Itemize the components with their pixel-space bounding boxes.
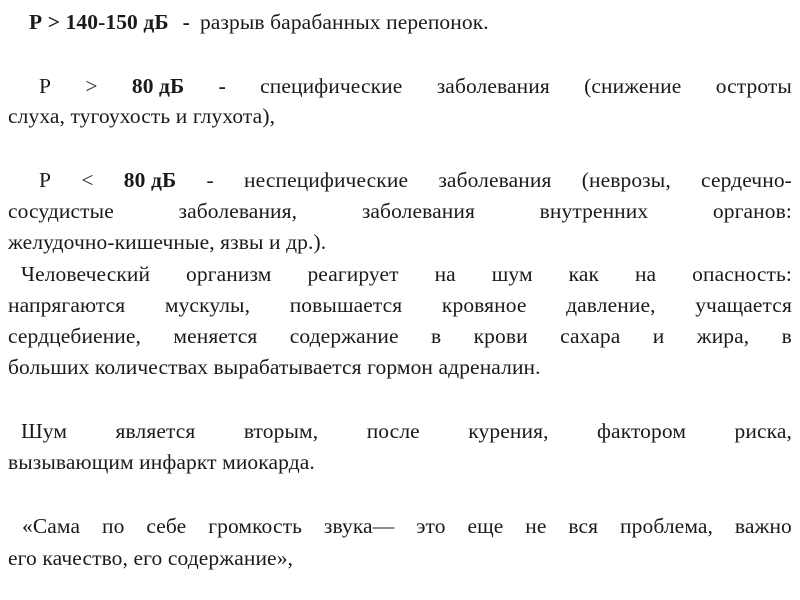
word: на xyxy=(434,262,456,286)
paragraph-3-line-1 xyxy=(39,170,792,192)
word: (снижение xyxy=(584,74,682,98)
word: Человеческий xyxy=(21,262,151,286)
word: заболевания xyxy=(438,168,552,192)
word: заболевания xyxy=(361,199,475,223)
word: неспецифические xyxy=(244,168,409,192)
word: содержание xyxy=(289,324,399,348)
word: после xyxy=(366,419,420,443)
word: напрягаются xyxy=(8,293,126,317)
word: как xyxy=(568,262,600,286)
word: себе xyxy=(146,514,187,538)
word: вторым, xyxy=(243,419,319,443)
paragraph-2-line-2: слуха, тугоухость и глухота), xyxy=(8,104,276,128)
word: > xyxy=(85,74,98,98)
word: повышается xyxy=(289,293,403,317)
word: на xyxy=(634,262,657,286)
word: курения, xyxy=(468,419,549,443)
word: заболевания, xyxy=(178,199,298,223)
word: в xyxy=(781,324,792,348)
paragraph-5-line-2: вызывающим инфаркт миокарда. xyxy=(8,450,315,474)
dash: - xyxy=(206,168,214,192)
paragraph-2-line-1 xyxy=(39,76,792,98)
paragraph-4-line-4: больших количествах вырабатывается гормон адреналин. xyxy=(8,355,541,379)
word: громкость xyxy=(208,514,302,538)
word: «Сама xyxy=(22,514,81,538)
dash: - xyxy=(182,10,190,34)
paragraph-4-line-3 xyxy=(8,326,792,348)
word: Р xyxy=(39,168,52,192)
word: сосудистые xyxy=(8,199,114,223)
word: Р xyxy=(39,74,52,98)
word: сахара xyxy=(560,324,621,348)
word: Шум xyxy=(21,419,68,443)
paragraph-4-line-2 xyxy=(8,295,792,317)
word: важно xyxy=(734,514,792,538)
word: звука— xyxy=(323,514,395,538)
word: < xyxy=(81,168,94,192)
paragraph-3-line-3: желудочно-кишечные, язвы и др.). xyxy=(8,230,327,254)
word: реагирует xyxy=(307,262,399,286)
word: специфические xyxy=(260,74,403,98)
word: внутренних xyxy=(539,199,649,223)
word: риска, xyxy=(734,419,792,443)
word: не xyxy=(525,514,547,538)
word: остроты xyxy=(715,74,792,98)
threshold-80-above: 80 дБ xyxy=(131,74,185,98)
word: в xyxy=(431,324,442,348)
word: является xyxy=(115,419,196,443)
paragraph-6-line-2: его качество, его содержание», xyxy=(8,546,294,570)
word: фактором xyxy=(597,419,687,443)
threshold-80-below: 80 дБ xyxy=(123,168,177,192)
word: еще xyxy=(467,514,504,538)
paragraph-4-line-1 xyxy=(21,264,792,286)
paragraph-5-line-1 xyxy=(21,421,792,443)
word: крови xyxy=(473,324,528,348)
word: органов: xyxy=(712,199,792,223)
word: это xyxy=(416,514,446,538)
word: кровяное xyxy=(441,293,527,317)
effect-text: разрыв барабанных перепонок. xyxy=(199,10,489,34)
paragraph-1-line-1 xyxy=(29,12,489,34)
paragraph-6-line-1 xyxy=(22,516,792,538)
word: проблема, xyxy=(620,514,714,538)
word: заболевания xyxy=(436,74,550,98)
word: меняется xyxy=(173,324,258,348)
paragraph-3-line-2 xyxy=(8,201,792,223)
word: организм xyxy=(186,262,272,286)
word: по xyxy=(102,514,125,538)
word: сердечно- xyxy=(701,168,792,192)
word: и xyxy=(652,324,665,348)
threshold-140-150: Р > 140-150 дБ xyxy=(29,10,169,34)
word: шум xyxy=(491,262,533,286)
word: сердцебиение, xyxy=(8,324,142,348)
dash: - xyxy=(218,74,226,98)
word: мускулы, xyxy=(164,293,251,317)
word: учащается xyxy=(695,293,792,317)
word: давление, xyxy=(566,293,656,317)
word: жира, xyxy=(696,324,750,348)
word: вся xyxy=(568,514,599,538)
word: (неврозы, xyxy=(581,168,671,192)
word: опасность: xyxy=(692,262,792,286)
